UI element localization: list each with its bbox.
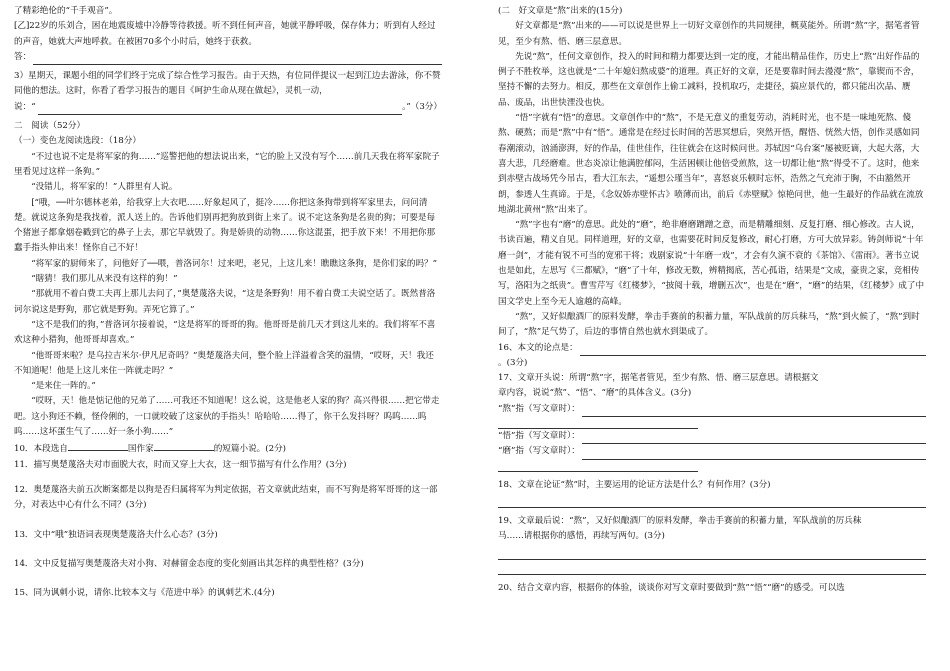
q17-ao-label: “熬”指（写文章时）：: [498, 403, 580, 414]
question-19: 19、文章最后说：“熬”，又好似酿酒厂的原料发酵，拳击手赛前的积蓄力量，军队战前的厉兵秣: [498, 515, 862, 526]
q19-answer-line[interactable]: [498, 547, 926, 560]
article-para: 先说“熬”，任何文章创作，投入的时间和精力都要达到一定的度，才能出精品佳作，历史上“熬”出好作品的例子不胜枚举，这也就是“二十年媳妇熬成婆”的道理。真正好的文章，还是要靠时间去漫漫“熬”，靠锲而不舍，坚持不懈的去努力。相反，那些在文章创作上偷工减料，投机取巧，走捷径，搞应景代的，都只能出次品、赝品、废品，出世快湮没也快。: [498, 51, 920, 108]
passage-para: “那就用不着白费工夫再上那儿去问了，”奥楚蔑洛夫说，“这是条野狗！用不着白费工夫说空话了。既然普洛诃尔说这是野狗，那它就是野狗。弄死它算了。”: [14, 289, 436, 315]
passage-para: “将军家的厨师来了，问他好了──喂，普洛诃尔！过来吧，老兄，上这儿来！瞧瞧这条狗，是你们家的吗？”: [31, 258, 438, 269]
question-15: 15、同为讽刺小说，请你.比较本文与《范进中举》的讽刺艺术.(4分): [14, 588, 275, 599]
article-para: “熬”字也有“磨”的意思。此处的“磨”，绝非磨磨蹭蹭之意，而是精雕细刻、反复打磨、细心修改。古人说，书读百遍，精义自见。同样道理，好的文章，也需要花时间反复修改，耐心打磨，方可大放异彩。铸剑师说“十年磨一剑”，才能有锐不可当的宽邪干将；戏剧家说“十年磨一戏”，才会有久演不衰的《茶馆》、《雷雨》。著书立说也是如此，左思写《三都赋》，“磨”了十年，修改无数，辨精揭底，苦心孤诣，结果是“文成，豪贵之家，竞相传写，洛阳为之纸贵”。曹雪芹写《红楼梦》，“披阅十载，增删五次”，也是在“磨”，“磨”的结果，《红楼梦》成了中国文学史上至今无人逾越的高峰。: [498, 220, 925, 307]
article-para: “悟”字就有“悟”的意思。文章创作中的“熬”，不是无意义的重复劳动，消耗时光，也不是一味地死熬、傻熬、硬熬；而是“熬”中有“悟”。通常是在经过长时间的苦思冥想后，突然开悟，醒悟、恍然大悟，创作灵感如同春潮滚动，汹涌澎湃，好的作品，佳世佳作，往往就会在这时候问世。苏轼因“乌台案”屡被贬谪，大起大落，大喜大悲，几经磨难。世态炎凉让他满腔郁闷，生活困顿让他倍受煎熬，这一切都让他“熬”得受不了。这时，他来到赤壁古战场凭今吊古，看大江东去，“遥想公瑾当年”，喜怒哀乐顿时忘怀，浩然之气充沛于胸，不由豁然开朗，参透人生真谛。于是，《念奴娇赤壁怀古》喷薄而出，前后《赤壁赋》惊艳问世，他一生最好的作品就在流放地湖北黄州“熬”出来了。: [498, 113, 924, 215]
section-2-2-title: (二 好文章是“熬”出来的(15分): [498, 6, 623, 16]
q17-mo-row: [498, 444, 926, 459]
passage-para: “是来住一阵的。”: [31, 381, 96, 392]
question-20: 20、结合文章内容，根据你的体验，谈谈你对写文章时要做到“熬”“悟”“磨”的感受。可以选: [498, 582, 845, 593]
passage-para: “没错儿，将军家的！”人群里有人说。: [31, 182, 178, 193]
question-3-blank[interactable]: [38, 103, 402, 115]
answer-label: 答：: [14, 51, 32, 62]
question-3-say: 说：“: [14, 101, 36, 112]
q17-wu-row: [498, 429, 926, 444]
q16-blank[interactable]: [580, 344, 926, 356]
q17-mo-blank[interactable]: [582, 448, 926, 460]
passage-para: “他哥哥来啦？是乌拉吉米尔·伊凡尼奇吗？”奥楚蔑洛夫问，整个脸上洋溢着含笑的温情，“哎呀，天！我还不知道呢！他是上这儿来住一阵就走吗？”: [14, 350, 434, 376]
intro-end: 了精彩绝伦的“千手观音”。: [14, 6, 118, 16]
q17-wu-blank[interactable]: [582, 432, 926, 444]
question-14: 14．文中反复描写奥楚蔑洛夫对小狗、对赫留金态度的变化刻画出其怎样的典型性格？(3分): [14, 558, 364, 569]
q17-ao-row: [498, 402, 926, 417]
q16-label: 16、本文的论点是：: [498, 342, 578, 353]
question-18: 18、文章在论证“熬”时，主要运用的论证方法是什么？有何作用？(3分): [498, 479, 771, 490]
q17-ao-blank[interactable]: [582, 405, 926, 417]
question-3-score: 。”（3分）: [402, 101, 442, 112]
question-17-cont: 章内容，说说“熬”、“悟”、“磨”的具体含义。(3分): [498, 388, 692, 399]
passage-para: “不过也说不定是将军家的狗……”巡警把他的想法说出来，“它的脸上又没有写个……前几天我在将军家院子里看见过这样一条狗。”: [14, 151, 440, 177]
question-11: 11．描写奥楚蔑洛夫对市面脱大衣，时而又穿上大衣，这一细节描写有什么作用？(3分): [14, 459, 347, 470]
passage-para: “瞎猜！我们那儿从来没有这样的狗！”: [31, 274, 178, 285]
question-3: 3）星期天，课题小组的同学们终于完成了综合性学习报告。由于天热，有位同伴提议一起到江边去游泳，你不赞同他的想法。这时，你看了看学习报告的题目《呵护生命从现在做起》，灵机一动，: [14, 71, 441, 97]
passage-para: “这不是我们的狗，”普洛诃尔接着说，“这是将军的哥哥的狗。他哥哥是前几天才到这儿来的。我们将军不喜欢这种小猎狗，他哥哥却喜欢。”: [14, 319, 436, 346]
q17-wu-label: “悟”指（写文章时）：: [498, 431, 580, 442]
question-19-cont: 马……请根据你的感悟，再续写两句。(3分): [498, 531, 665, 542]
section-2-1-title: （一）变色龙阅读选段：（18分）: [14, 136, 141, 147]
question-16: [498, 341, 926, 356]
question-12: 12．奥楚蔑洛夫前五次断案都是以狗是否归属将军为判定依据，若文章就此结束，而不写狗是将军哥哥的这一部分，对表达中心有什么不同？(3分): [14, 484, 438, 511]
q17-mo-blank-2[interactable]: [498, 460, 698, 472]
left-column: [14, 4, 442, 601]
question-17: 17、文章开头说：所谓“熬”字，据笔者管见，至少有熬、悟、磨三层意思。请根据文: [498, 373, 819, 384]
q19-answer-line-2[interactable]: [498, 562, 926, 575]
question-10: [14, 440, 442, 457]
q10-part-a: 10．本段选自: [14, 444, 68, 455]
q17-mo-label: “磨”指（写文章时）：: [498, 446, 580, 457]
question-13: 13．文中“哦”独语词表现奥楚蔑洛夫什么心态？(3分): [14, 529, 218, 540]
answer-line[interactable]: [33, 53, 442, 65]
q10-part-c: 的短篇小说。(2分): [213, 444, 287, 455]
right-column: [498, 4, 926, 596]
q10-blank-author[interactable]: [154, 440, 214, 451]
section-2-title: 二 阅读（52分）: [14, 121, 86, 132]
article-para: 好文章都是“熬”出来的——可以说是世界上一切好文章创作的共同规律，概莫能外。所谓“熬”字，据笔者管见，至少有熬、悟、磨三层意思。: [498, 21, 920, 47]
question-b: [乙]22岁的乐刘合，困在地震废墟中冷静等待救援。听不到任何声音，她就平静呼吸，保存体力；听到有人经过的声音，她就大声地呼救。在被困70多个小时后，她终于获救。: [14, 21, 436, 47]
q10-blank-country[interactable]: [68, 440, 128, 451]
q18-answer-line[interactable]: [498, 495, 926, 508]
question-3-answer-row: [14, 100, 442, 115]
q17-ao-blank-2[interactable]: [498, 417, 698, 429]
answer-row: [14, 50, 442, 65]
article-para: “熬”，又好似酿酒厂的原料发酵，拳击手赛前的积蓄力量，军队战前的厉兵秣马，“熬”到火候了，“熬”到时间了，“熬”足气势了，后边的事情自然也就水到渠成了。: [498, 311, 920, 338]
passage-para: [“哦，──叶尔德林老弟，给我穿上大衣吧……好象起风了，挺冷……你把这条狗带到将军家里去，问问清楚。就说这条狗是我找着，派人送上的。告诉他们别再把狗放到街上来了。说不定这条狗是名贵的狗；可要是每个猪崽子都拿烟卷戳到它的鼻子上去，那它早就毁了。狗是娇贵的动物……你这混蛋，把手放下来！不用把你那蠢手指头伸出来！怪你自己不好！: [14, 197, 436, 254]
q16-score: 。(3分): [498, 357, 528, 368]
q10-part-b: 国作家: [127, 444, 154, 455]
passage-para: “哎呀，天！他是惦记他的兄弟了……可我还不知道呢！这么说，这是他老人家的狗？高兴得很……把它带走吧。这小狗还不赖，怪伶俐的，一口就咬破了这家伙的手指头！哈哈哈……得了，你干么发抖呀？呜呜……呜呜……这坏蛋生气了……好一条小狗……”: [14, 396, 440, 438]
